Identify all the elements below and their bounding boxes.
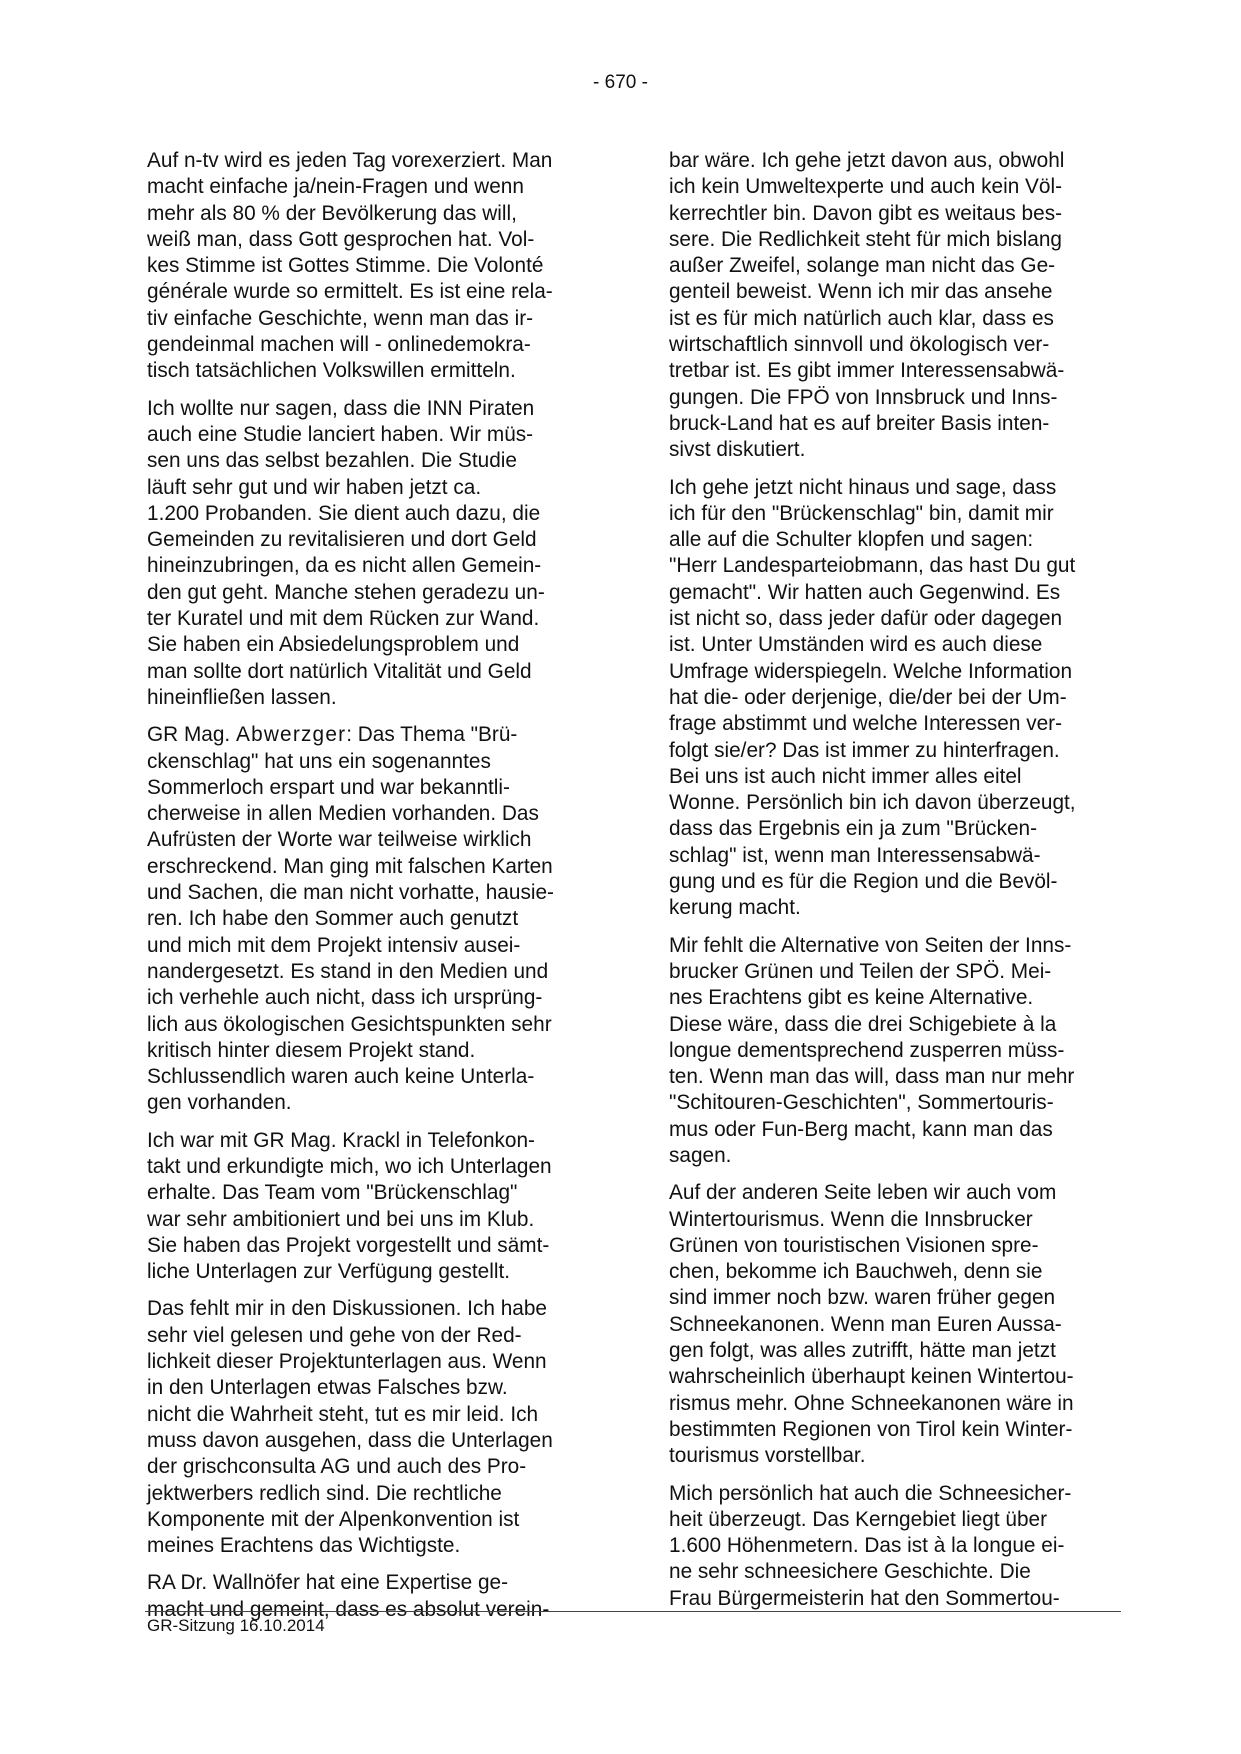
text-line: sagen. bbox=[669, 1143, 732, 1167]
text-line: Ich wollte nur sagen, dass die INN Piraten bbox=[147, 396, 535, 420]
text-line: générale wurde so ermittelt. Es ist eine rela- bbox=[147, 280, 553, 304]
text-line: Diese wäre, dass die drei Schigebiete à la bbox=[669, 1012, 1057, 1036]
text-line: sehr viel gelesen und gehe von der Red- bbox=[147, 1323, 522, 1347]
text-line: "Herr Landesparteiobmann, das hast Du gut bbox=[669, 554, 1076, 578]
text-line: Sie haben das Projekt vorgestellt und sämt- bbox=[147, 1233, 550, 1257]
text-line: läuft sehr gut und wir haben jetzt ca. bbox=[147, 475, 482, 499]
text-line: ist nicht so, dass jeder dafür oder dagegen bbox=[669, 607, 1063, 631]
text-line: Ich war mit GR Mag. Krackl in Telefonkon- bbox=[147, 1128, 535, 1152]
left-column bbox=[147, 148, 605, 1634]
text-line: erschreckend. Man ging mit falschen Karten bbox=[147, 854, 553, 878]
text-line: gen vorhanden. bbox=[147, 1091, 292, 1115]
text-line: sind immer noch bzw. waren früher gegen bbox=[669, 1286, 1056, 1310]
text-line: erhalte. Das Team vom "Brückenschlag" bbox=[147, 1181, 518, 1205]
paragraph bbox=[669, 148, 1127, 464]
text-line: weiß man, dass Gott gesprochen hat. Vol- bbox=[147, 227, 535, 251]
text-line: genteil beweist. Wenn ich mir das ansehe bbox=[669, 280, 1053, 304]
text-line: Sommerloch erspart und war bekanntli- bbox=[147, 775, 510, 799]
text-line: liche Unterlagen zur Verfügung gestellt. bbox=[147, 1260, 511, 1284]
text-line: ten. Wenn man das will, dass man nur mehr bbox=[669, 1065, 1075, 1089]
text-line: Schlussendlich waren auch keine Unterla- bbox=[147, 1065, 535, 1089]
text-line: kritisch hinter diesem Projekt stand. bbox=[147, 1038, 476, 1062]
text-line: folgt sie/er? Das ist immer zu hinterfragen. bbox=[669, 738, 1060, 762]
text-line: in den Unterlagen etwas Falsches bzw. bbox=[147, 1376, 508, 1400]
text-line: bar wäre. Ich gehe jetzt davon aus, obwohl bbox=[669, 149, 1065, 172]
text-line: sen uns das selbst bezahlen. Die Studie bbox=[147, 449, 517, 473]
footer-session-date: GR-Sitzung 16.10.2014 bbox=[147, 1616, 325, 1635]
text-line: 1.600 Höhenmetern. Das ist à la longue ei- bbox=[669, 1534, 1065, 1558]
text-line: Grünen von touristischen Visionen spre- bbox=[669, 1233, 1039, 1257]
text-line: Auf der anderen Seite leben wir auch vom bbox=[669, 1181, 1057, 1205]
text-line: ter Kuratel und mit dem Rücken zur Wand. bbox=[147, 607, 540, 631]
text-line: sivst diskutiert. bbox=[669, 438, 806, 462]
text-line: tretbar ist. Es gibt immer Interessensabwä- bbox=[669, 359, 1065, 383]
text-line: war sehr ambitioniert und bei uns im Klub. bbox=[147, 1207, 535, 1231]
text-line: nes Erachtens gibt es keine Alternative. bbox=[669, 986, 1034, 1010]
text-line: gen folgt, was alles zutrifft, hätte man jetzt bbox=[669, 1339, 1056, 1363]
text-line: longue dementsprechend zusperren müss- bbox=[669, 1038, 1065, 1062]
text-line: kes Stimme ist Gottes Stimme. Die Volonté bbox=[147, 254, 544, 278]
text-line: hineinfließen lassen. bbox=[147, 685, 337, 709]
text-line: der grischconsulta AG und auch des Pro- bbox=[147, 1455, 527, 1479]
text-line: auch eine Studie lanciert haben. Wir müs- bbox=[147, 422, 534, 446]
text-line: ist. Unter Umständen wird es auch diese bbox=[669, 633, 1043, 657]
text-line: lichkeit dieser Projektunterlagen aus. Wenn bbox=[147, 1350, 547, 1374]
text-line: 1.200 Probanden. Sie dient auch dazu, die bbox=[147, 501, 541, 525]
speaker-paragraph bbox=[147, 722, 605, 1116]
text-line: rismus mehr. Ohne Schneekanonen wäre in bbox=[669, 1391, 1074, 1415]
speaker-prefix: GR Mag. bbox=[147, 723, 236, 747]
text-line: Mich persönlich hat auch die Schneesicher- bbox=[669, 1481, 1072, 1505]
text-line: bruck-Land hat es auf breiter Basis inten- bbox=[669, 411, 1050, 435]
text-line: ckenschlag" hat uns ein sogenanntes bbox=[147, 749, 491, 773]
text-line: ren. Ich habe den Sommer auch genutzt bbox=[147, 907, 519, 931]
text-line: chen, bekomme ich Bauchweh, denn sie bbox=[669, 1260, 1043, 1284]
right-column bbox=[669, 148, 1127, 1623]
text-line: Auf n-tv wird es jeden Tag vorexerziert. Man bbox=[147, 149, 553, 172]
text-line: Sie haben ein Absiedelungsproblem und bbox=[147, 633, 520, 657]
text-line: Komponente mit der Alpenkonvention ist bbox=[147, 1507, 520, 1531]
paragraph bbox=[147, 1296, 605, 1559]
text-line: RA Dr. Wallnöfer hat eine Expertise ge- bbox=[147, 1571, 509, 1595]
text-line: heit überzeugt. Das Kerngebiet liegt über bbox=[669, 1507, 1048, 1531]
text-line: tourismus vorstellbar. bbox=[669, 1444, 866, 1468]
text-line: gung und es für die Region und die Bevöl- bbox=[669, 870, 1058, 894]
text-line: gungen. Die FPÖ von Innsbruck und Inns- bbox=[669, 385, 1058, 409]
text-line: dass das Ergebnis ein ja zum "Brücken- bbox=[669, 817, 1038, 841]
text-line: meines Erachtens das Wichtigste. bbox=[147, 1534, 461, 1558]
text-line: kerrechtler bin. Davon gibt es weitaus bes- bbox=[669, 201, 1063, 225]
text-line: tisch tatsächlichen Volkswillen ermitteln. bbox=[147, 359, 516, 383]
text-line: ich für den "Brückenschlag" bin, damit mir bbox=[669, 501, 1054, 525]
paragraph bbox=[147, 396, 605, 712]
text-line: kerung macht. bbox=[669, 896, 801, 920]
paragraph bbox=[669, 1180, 1127, 1469]
text-line: sere. Die Redlichkeit steht für mich bislang bbox=[669, 227, 1062, 251]
paragraph bbox=[669, 933, 1127, 1170]
text-line: Aufrüsten der Worte war teilweise wirklich bbox=[147, 828, 532, 852]
text-line: Das fehlt mir in den Diskussionen. Ich habe bbox=[147, 1297, 547, 1321]
text-line: gendeinmal machen will - onlinedemokra- bbox=[147, 333, 531, 357]
text-line: Ich gehe jetzt nicht hinaus und sage, dass bbox=[669, 475, 1057, 499]
text-line: brucker Grünen und Teilen der SPÖ. Mei- bbox=[669, 959, 1052, 983]
speaker-line bbox=[147, 722, 605, 748]
text-line: "Schitouren-Geschichten", Sommertouris- bbox=[669, 1091, 1054, 1115]
text-line: Gemeinden zu revitalisieren und dort Geld bbox=[147, 528, 537, 552]
text-line: cherweise in allen Medien vorhanden. Das bbox=[147, 802, 539, 826]
text-line: bestimmten Regionen von Tirol kein Winter- bbox=[669, 1417, 1073, 1441]
text-line: ich verhehle auch nicht, dass ich ursprüng- bbox=[147, 986, 543, 1010]
text-line: Wonne. Persönlich bin ich davon überzeugt, bbox=[669, 791, 1076, 815]
paragraph bbox=[669, 1481, 1127, 1612]
speaker-line-rest: : Das Thema "Brü- bbox=[346, 723, 518, 747]
text-line: hineinzubringen, da es nicht allen Gemein- bbox=[147, 554, 542, 578]
text-line: frage abstimmt und welche Interessen ver- bbox=[669, 712, 1063, 736]
speaker-name: Abwerzger bbox=[236, 723, 347, 747]
text-line: mehr als 80 % der Bevölkerung das will, bbox=[147, 201, 517, 225]
paragraph bbox=[147, 148, 605, 385]
text-line: lich aus ökologischen Gesichtspunkten sehr bbox=[147, 1012, 552, 1036]
paragraph bbox=[147, 1128, 605, 1286]
text-line: gemacht". Wir hatten auch Gegenwind. Es bbox=[669, 580, 1061, 604]
text-line: alle auf die Schulter klopfen und sagen: bbox=[669, 528, 1034, 552]
text-line: macht und gemeint, dass es absolut verein- bbox=[147, 1597, 550, 1621]
text-line: mus oder Fun-Berg macht, kann man das bbox=[669, 1117, 1053, 1141]
text-line: Wintertourismus. Wenn die Innsbrucker bbox=[669, 1207, 1033, 1231]
text-line: ne sehr schneesichere Geschichte. Die bbox=[669, 1560, 1031, 1584]
footer-divider bbox=[145, 1611, 1121, 1612]
text-line: und Sachen, die man nicht vorhatte, hausie- bbox=[147, 881, 554, 905]
text-line: macht einfache ja/nein-Fragen und wenn bbox=[147, 175, 524, 199]
text-line: Bei uns ist auch nicht immer alles eitel bbox=[669, 764, 1022, 788]
text-line: hat die- oder derjenige, die/der bei der Um- bbox=[669, 685, 1067, 709]
text-line: schlag" ist, wenn man Interessensabwä- bbox=[669, 843, 1041, 867]
text-line: Umfrage widerspiegeln. Welche Information bbox=[669, 659, 1073, 683]
text-line: jektwerbers redlich sind. Die rechtliche bbox=[147, 1481, 502, 1505]
text-line: nandergesetzt. Es stand in den Medien und bbox=[147, 959, 549, 983]
paragraph bbox=[669, 475, 1127, 922]
text-line: ich kein Umweltexperte und auch kein Völ- bbox=[669, 175, 1063, 199]
text-line: ist es für mich natürlich auch klar, dass es bbox=[669, 306, 1054, 330]
text-line: Schneekanonen. Wenn man Euren Aussa- bbox=[669, 1312, 1062, 1336]
text-line: muss davon ausgehen, dass die Unterlagen bbox=[147, 1428, 553, 1452]
text-line: nicht die Wahrheit steht, tut es mir leid. Ich bbox=[147, 1402, 539, 1426]
text-line: und mich mit dem Projekt intensiv ausei- bbox=[147, 933, 521, 957]
text-line: wahrscheinlich überhaupt keinen Wintertou- bbox=[669, 1365, 1074, 1389]
page-number: - 670 - bbox=[593, 72, 648, 93]
text-line: Mir fehlt die Alternative von Seiten der Inns- bbox=[669, 933, 1072, 957]
text-line: außer Zweifel, solange man nicht das Ge- bbox=[669, 254, 1056, 278]
text-line: wirtschaftlich sinnvoll und ökologisch ver- bbox=[669, 333, 1050, 357]
text-line: man sollte dort natürlich Vitalität und Geld bbox=[147, 659, 532, 683]
text-line: den gut geht. Manche stehen geradezu un- bbox=[147, 580, 545, 604]
text-line: tiv einfache Geschichte, wenn man das ir- bbox=[147, 306, 534, 330]
text-line: takt und erkundigte mich, wo ich Unterlagen bbox=[147, 1154, 552, 1178]
text-line: Frau Bürgermeisterin hat den Sommertou- bbox=[669, 1586, 1060, 1610]
